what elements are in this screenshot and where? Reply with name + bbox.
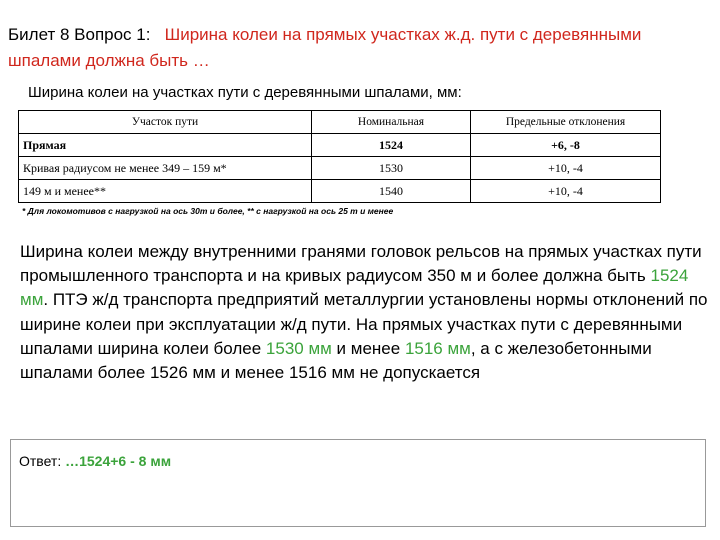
cell-section: Прямая — [19, 134, 312, 157]
column-header-section: Участок пути — [19, 111, 312, 134]
ticket-label: Билет 8 Вопрос 1: — [8, 25, 151, 44]
cell-tolerance: +10, -4 — [471, 180, 661, 203]
table-footnote: * Для локомотивов с нагрузкой на ось 30т и более, ** с нагрузкой на ось 25 т и менее — [22, 206, 394, 216]
question-text: Ширина колеи на прямых участках ж.д. пути с деревянными шпалами должна быть … — [8, 25, 642, 70]
table-row — [19, 180, 661, 203]
answer-line — [19, 453, 171, 469]
cell-section: 149 м и менее** — [19, 180, 312, 203]
cell-tolerance: +10, -4 — [471, 157, 661, 180]
highlight-value-1516: 1516 мм — [404, 338, 471, 358]
answer-value: …1524+6 - 8 мм — [65, 453, 172, 469]
table-row — [19, 134, 661, 157]
explanation-paragraph — [20, 240, 710, 385]
gauge-table — [18, 110, 661, 203]
highlight-value-1524: 1524 мм — [20, 266, 689, 310]
answer-box — [10, 439, 706, 527]
answer-label: Ответ: — [19, 453, 66, 469]
table-row — [19, 157, 661, 180]
explanation-text-2: . ПТЭ ж/д транспорта предприятий металлургии установлены нормы отклонений по ширине колеи при эксплуатации ж/д пути. На прямых участках пути с деревянными шпалами ширина колеи более — [20, 290, 708, 358]
explanation-text-3: и менее — [331, 338, 405, 358]
explanation-text-1: Ширина колеи между внутренними гранями головок рельсов на прямых участках пути промышленного транспорта и на кривых радиусом 350 м и более должна быть — [20, 242, 702, 286]
cell-tolerance: +6, -8 — [471, 134, 661, 157]
cell-nominal: 1524 — [312, 134, 471, 157]
table-header-row — [19, 111, 661, 134]
cell-section: Кривая радиусом не менее 349 – 159 м* — [19, 157, 312, 180]
highlight-value-1530: 1530 мм — [265, 338, 332, 358]
table-caption: Ширина колеи на участках пути с деревянными шпалами, мм: — [28, 84, 462, 101]
question-title — [8, 22, 708, 74]
column-header-nominal: Номинальная — [312, 111, 471, 134]
cell-nominal: 1530 — [312, 157, 471, 180]
cell-nominal: 1540 — [312, 180, 471, 203]
column-header-tolerance: Предельные отклонения — [471, 111, 661, 134]
explanation-text-4: , а с железобетонными шпалами более 1526 мм и менее 1516 мм не допускается — [20, 338, 652, 383]
